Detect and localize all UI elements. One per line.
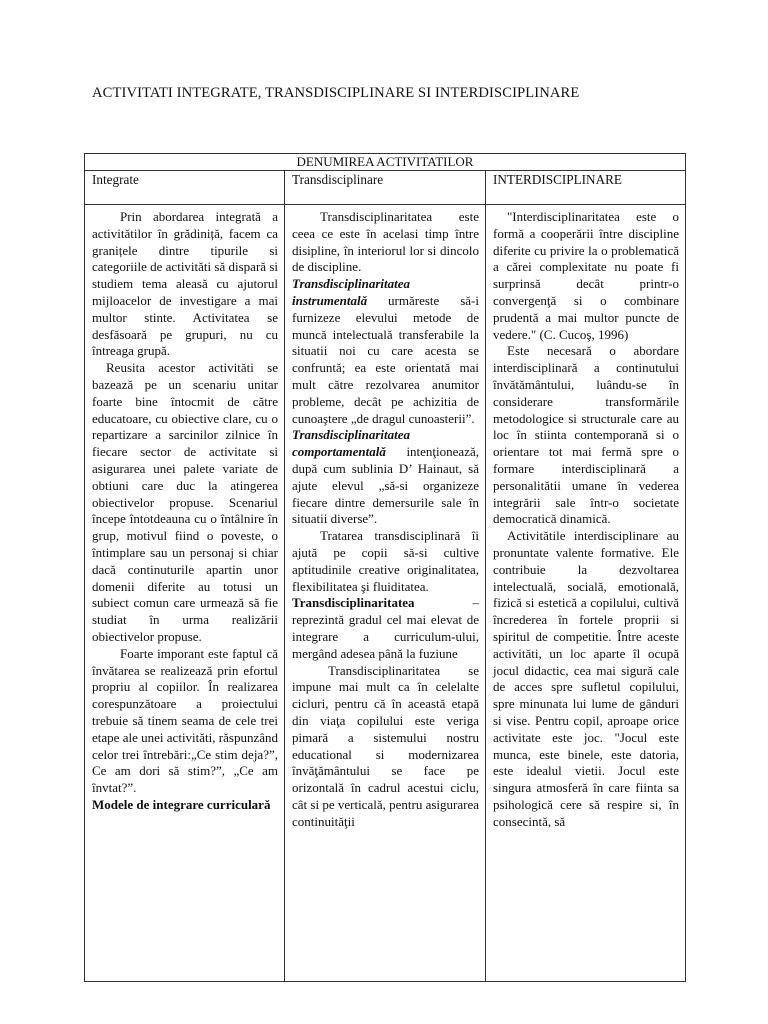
trans-text-instrumental: urmǎreste sǎ-i furnizeze elevului metode de muncǎ intelectualǎ transferabile la situatii noi cu care acesta se confruntǎ; ea este orientatǎ mai mult cǎtre rezolvarea anumitor probleme, decât pe achizitia de cunoaştere „de dragul cunoasterii”. bbox=[292, 292, 479, 426]
trans-paragraph-6: Transdisciplinaritatea se impune mai mult ca în celelalte cicluri, pentru cǎ în aceastǎ etapǎ din viaţa copilului este veriga pimarǎ a sistemului nostru educational si modernizarea învǎţǎmântului se face pe orizontalǎ în cadrul acestui ciclu, cât si pe verticalǎ, pentru asigurarea continuitǎţii bbox=[292, 662, 479, 829]
inter-paragraph-2: Este necesarǎ o abordare interdisciplinarǎ a continutului învǎtǎmântului, luându-se în considerare transformǎrile metodologice si structurale care au loc în stiinta contemporanǎ si o orientare tot mai fermǎ spre o formare interdisciplinarǎ a personalitǎtii umane în vederea integrǎrii sale într-o societate democraticǎ dinamicǎ. bbox=[493, 343, 679, 527]
column-header-integrate: Integrate bbox=[85, 171, 285, 205]
trans-term-general: Transdisciplinaritatea bbox=[292, 595, 415, 611]
trans-paragraph-2 bbox=[292, 276, 479, 427]
trans-text-general: – reprezintǎ gradul cel mai elevat de integrare a curriculum-ului, mergând adesea pânǎ la fuziune bbox=[292, 595, 479, 661]
integrate-paragraph-1: Prin abordarea integrată a activitǎtilor în grădiniță, facem ca granițele dintre tipurile si categoriile de activitǎti să dispară si studiem tema aleasă cu ajutorul mijloacelor de investigare a mai multor stinte. Activitatea se desfǎsoarǎ pe grupuri, nu cu întreaga grupǎ. bbox=[92, 209, 278, 359]
trans-text-comportamental: intenţioneazǎ, dupǎ cum sublinia D’ Hainaut, sǎ ajute elevul „sǎ-si organizeze fiecare dintre demersurile sale în situatii diverse”. bbox=[292, 444, 479, 527]
trans-paragraph-1: Transdisciplinaritatea este ceea ce este în acelasi timp între disipline, în interiorul lor si dincolo de discipline. bbox=[292, 209, 479, 275]
activities-table bbox=[84, 153, 686, 982]
trans-paragraph-4: Tratarea transdisciplinarǎ îi ajutǎ pe copii sǎ-si cultive aptitudinile creative originalitatea, flexibilitatea şi fluiditatea. bbox=[292, 528, 479, 594]
column-header-transdisciplinare: Transdisciplinare bbox=[285, 171, 486, 205]
inter-paragraph-1: "Interdisciplinaritatea este o formǎ a cooperǎrii între discipline diferite cu privire la o problematicǎ a cǎrei complexitate nu poate fi surprinsǎ decât printr-o convergenţǎ si o combinare prudentǎ a mai multor puncte de vedere." (C. Cucoş, 1996) bbox=[493, 209, 679, 342]
document-title: ACTIVITATI INTEGRATE, TRANSDISCIPLINARE SI INTERDISCIPLINARE bbox=[92, 85, 580, 101]
integrate-subheading: Modele de integrare curricularǎ bbox=[92, 796, 271, 812]
trans-term-instrumental: Transdisciplinaritatea instrumentalǎ bbox=[292, 276, 410, 308]
trans-paragraph-5 bbox=[292, 595, 479, 662]
trans-paragraph-3 bbox=[292, 427, 479, 528]
trans-term-comportamental: Transdisciplinaritatea comportamentalǎ bbox=[292, 427, 410, 460]
integrate-paragraph-3: Foarte imporant este faptul cǎ învǎtarea se realizeazǎ prin efortul propriu al copiilor. În realizarea corespunzǎtoare a proiectului trebuie să tinem seama de cele trei etape ale unei activitǎti, rǎspunzând celor trei întrebǎri:„Ce stim deja?”, Ce am dori sǎ stim?”, „Ce am învtat?”. bbox=[92, 645, 278, 796]
column-header-interdisciplinare: INTERDISCIPLINARE bbox=[486, 171, 686, 205]
cell-transdisciplinare bbox=[285, 205, 486, 982]
cell-integrate bbox=[85, 205, 285, 982]
table-header: DENUMIREA ACTIVITATILOR bbox=[85, 154, 686, 171]
cell-interdisciplinare bbox=[486, 205, 686, 982]
integrate-paragraph-2: Reusita acestor activitǎti se bazeazǎ pe un scenariu unitar foarte bine întocmit de către educatoare, cu obiective clare, cu o repartizare a sarcinilor zilnice în fiecare sector de activitate si asigurarea unei palete variate de obtiuni care duc la atingerea obiectivelor propuse. Scenariul începe întotdeauna cu o întâlnire în grup, motivul fiind o poveste, o întimplare sau un personaj si chiar dacǎ continuturile apartin unor domenii diferite au totusi un subiect comun care urmeazǎ să fie studiat în urma realizǎrii obiectivelor propuse. bbox=[92, 360, 278, 644]
inter-paragraph-3: Activitǎtile interdisciplinare au pronuntate valente formative. Ele contribuie la dezvoltarea intelectualǎ, socialǎ, emotionalǎ, fizicǎ si esteticǎ a copilului, cultivǎ încrederea în fortele proprii si spiritul de competitie. Între aceste activitǎti, un loc aparte îl ocupǎ jocul didactic, cea mai sigurǎ cale de acces spre sufletul copilului, spre minunata lui lume de gânduri si vise. Pentru copil, aproape orice activitate este joc. "Jocul este munca, este binele, este datoria, este idealul vietii. Jocul este singura atmosferǎ în care fiinta sa psihologicǎ cere sǎ respire si, în consecintǎ, sǎ bbox=[493, 528, 679, 829]
